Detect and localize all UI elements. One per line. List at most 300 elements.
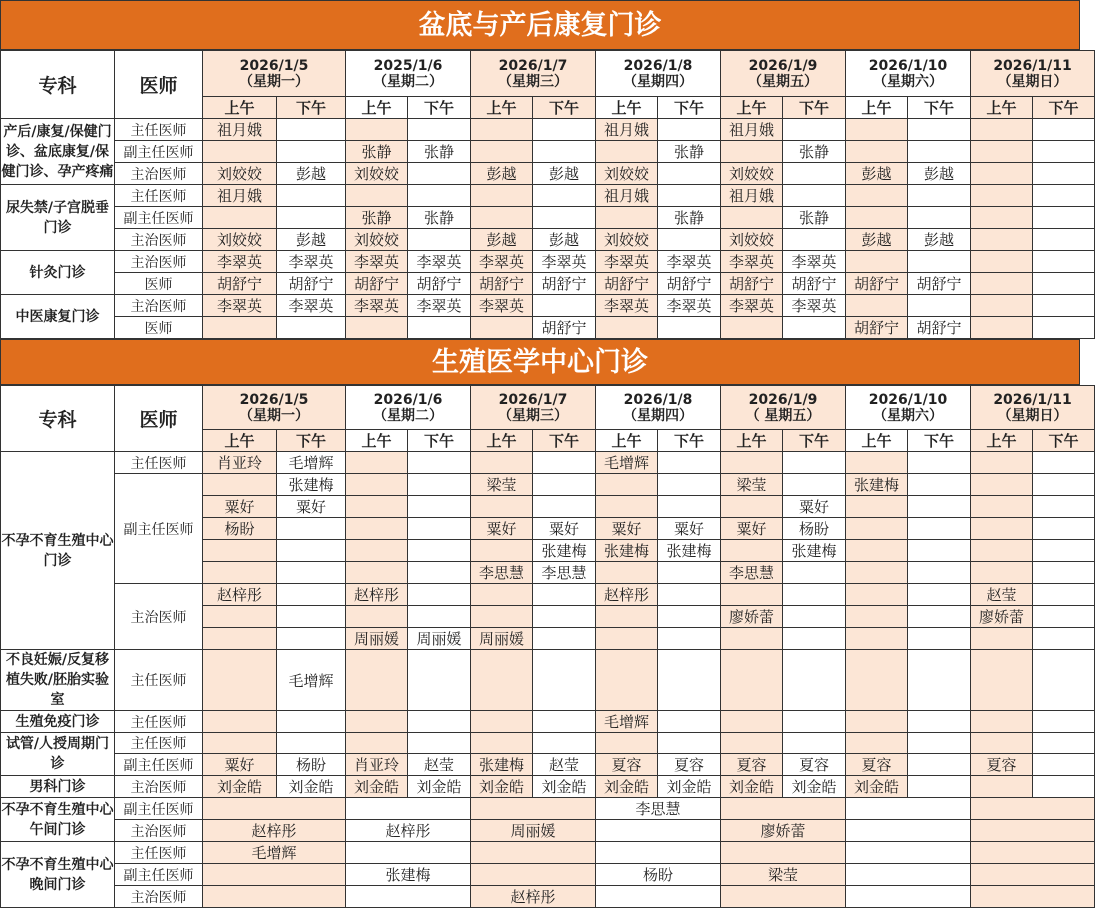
- table-row: [1, 584, 1095, 606]
- weekday-label: （星期日）: [997, 73, 1068, 90]
- morning-header: 上午: [471, 97, 533, 119]
- table-row: [1, 185, 1095, 207]
- afternoon-header: 下午: [908, 430, 971, 452]
- schedule-cell: 刘姣姣: [346, 163, 408, 185]
- schedule-cell: [658, 163, 721, 185]
- schedule-day-cell: [203, 864, 346, 886]
- doctor-title: 主治医师: [115, 251, 203, 273]
- schedule-cell: [846, 562, 908, 584]
- schedule-cell: 李翠英: [658, 295, 721, 317]
- schedule-cell: [346, 185, 408, 207]
- schedule-cell: [783, 562, 846, 584]
- schedule-cell: [783, 452, 846, 474]
- schedule-cell: [971, 452, 1033, 474]
- schedule-cell: [908, 185, 971, 207]
- schedule-cell: [277, 141, 346, 163]
- table-row: [1, 864, 1095, 886]
- date-header: [346, 386, 471, 430]
- schedule-cell: 彭越: [846, 229, 908, 251]
- schedule-cell: [203, 317, 277, 339]
- schedule-cell: [783, 185, 846, 207]
- schedule-cell: [1033, 518, 1095, 540]
- afternoon-header: 下午: [658, 430, 721, 452]
- table-row: [1, 295, 1095, 317]
- schedule-cell: [203, 540, 277, 562]
- schedule-cell: [721, 733, 783, 754]
- schedule-cell: 胡舒宁: [533, 317, 596, 339]
- schedule-cell: 彭越: [471, 229, 533, 251]
- date-label: 2026/1/7: [498, 391, 568, 408]
- schedule-cell: [846, 207, 908, 229]
- schedule-cell: 李翠英: [721, 295, 783, 317]
- schedule-cell: 刘姣姣: [721, 163, 783, 185]
- date-header: [203, 51, 346, 97]
- schedule-cell: 刘金皓: [533, 776, 596, 798]
- schedule-cell: [596, 317, 658, 339]
- date-label: 2026/1/5: [239, 391, 309, 408]
- schedule-cell: [203, 711, 277, 733]
- schedule-cell: [721, 496, 783, 518]
- morning-header: 上午: [721, 97, 783, 119]
- schedule-cell: [908, 540, 971, 562]
- date-header: [596, 51, 721, 97]
- schedule-cell: 胡舒宁: [277, 273, 346, 295]
- schedule-cell: 李翠英: [408, 295, 471, 317]
- morning-header: 上午: [203, 430, 277, 452]
- schedule-cell: 祖月娥: [596, 185, 658, 207]
- schedule-cell: 刘金皓: [846, 776, 908, 798]
- section-title-reproductive: 生殖医学中心门诊: [0, 339, 1080, 385]
- schedule-cell: 刘金皓: [408, 776, 471, 798]
- schedule-cell: [1033, 496, 1095, 518]
- header-specialty: 专科: [1, 51, 115, 119]
- specialty-name: 生殖免疫门诊: [1, 711, 115, 733]
- schedule-cell: [1033, 452, 1095, 474]
- schedule-cell: [908, 733, 971, 754]
- schedule-cell: 梁莹: [471, 474, 533, 496]
- schedule-cell: [346, 650, 408, 711]
- schedule-cell: [721, 584, 783, 606]
- schedule-cell: 杨盼: [783, 518, 846, 540]
- schedule-day-cell: 赵梓彤: [203, 820, 346, 842]
- schedule-cell: [721, 317, 783, 339]
- schedule-cell: 夏容: [658, 754, 721, 776]
- date-header: [971, 386, 1095, 430]
- table-row: [1, 733, 1095, 754]
- schedule-cell: [277, 606, 346, 628]
- schedule-cell: [1033, 229, 1095, 251]
- morning-header: 上午: [471, 430, 533, 452]
- schedule-cell: 胡舒宁: [721, 273, 783, 295]
- table-row: [1, 842, 1095, 864]
- schedule-cell: 胡舒宁: [408, 273, 471, 295]
- schedule-cell: [346, 496, 408, 518]
- section-title-pelvic-floor: 盆底与产后康复门诊: [0, 0, 1080, 50]
- doctor-title: 主治医师: [115, 163, 203, 185]
- schedule-cell: 李翠英: [596, 295, 658, 317]
- schedule-cell: [783, 650, 846, 711]
- date-label: 2026/1/8: [623, 57, 693, 74]
- schedule-cell: [971, 317, 1033, 339]
- schedule-cell: [658, 584, 721, 606]
- schedule-cell: 李翠英: [203, 251, 277, 273]
- specialty-name: 产后/康复/保健门诊、盆底康复/保健门诊、孕产疼痛: [1, 119, 115, 185]
- schedule-day-cell: [346, 842, 471, 864]
- header-doctor: 医师: [115, 51, 203, 119]
- table-row: [1, 317, 1095, 339]
- table-row: [1, 119, 1095, 141]
- schedule-cell: [1033, 733, 1095, 754]
- schedule-cell: 胡舒宁: [346, 273, 408, 295]
- schedule-cell: [471, 606, 533, 628]
- schedule-cell: [658, 185, 721, 207]
- date-label: 2026/1/10: [868, 57, 948, 74]
- schedule-cell: 祖月娥: [203, 119, 277, 141]
- schedule-cell: [408, 584, 471, 606]
- doctor-title: 主任医师: [115, 452, 203, 474]
- schedule-cell: 张静: [783, 141, 846, 163]
- schedule-cell: [721, 207, 783, 229]
- schedule-cell: 杨盼: [203, 518, 277, 540]
- morning-header: 上午: [346, 430, 408, 452]
- schedule-cell: 李翠英: [408, 251, 471, 273]
- schedule-day-cell: 廖娇蕾: [721, 820, 846, 842]
- schedule-cell: [783, 119, 846, 141]
- table-row: [1, 141, 1095, 163]
- schedule-cell: [203, 562, 277, 584]
- doctor-title: 主任医师: [115, 650, 203, 711]
- schedule-cell: 赵莹: [533, 754, 596, 776]
- schedule-cell: [846, 733, 908, 754]
- weekday-label: （星期四）: [623, 73, 693, 90]
- schedule-cell: 刘金皓: [203, 776, 277, 798]
- schedule-cell: 李翠英: [783, 251, 846, 273]
- schedule-cell: [596, 562, 658, 584]
- schedule-cell: [783, 317, 846, 339]
- schedule-cell: [471, 141, 533, 163]
- schedule-cell: 粟好: [277, 496, 346, 518]
- schedule-cell: [533, 207, 596, 229]
- schedule-cell: [721, 141, 783, 163]
- weekday-label: （星期一）: [239, 407, 309, 424]
- schedule-cell: 胡舒宁: [203, 273, 277, 295]
- date-label: 2026/1/5: [239, 57, 309, 74]
- schedule-cell: [971, 229, 1033, 251]
- schedule-cell: [408, 496, 471, 518]
- schedule-cell: [658, 229, 721, 251]
- table-row: [1, 207, 1095, 229]
- schedule-day-cell: [846, 798, 971, 820]
- morning-header: 上午: [846, 430, 908, 452]
- pelvic-floor-schedule-table: [0, 50, 1095, 339]
- doctor-title: 副主任医师: [115, 754, 203, 776]
- schedule-cell: [658, 628, 721, 650]
- schedule-cell: [471, 650, 533, 711]
- schedule-cell: [346, 606, 408, 628]
- schedule-cell: [846, 518, 908, 540]
- schedule-cell: 李翠英: [596, 251, 658, 273]
- schedule-cell: [533, 650, 596, 711]
- schedule-cell: [908, 650, 971, 711]
- schedule-day-cell: [203, 798, 346, 820]
- schedule-cell: 张静: [408, 207, 471, 229]
- afternoon-header: 下午: [1033, 97, 1095, 119]
- schedule-cell: 张建梅: [471, 754, 533, 776]
- schedule-day-cell: [596, 886, 721, 908]
- schedule-cell: 杨盼: [277, 754, 346, 776]
- schedule-cell: 祖月娥: [721, 185, 783, 207]
- schedule-day-cell: 杨盼: [596, 864, 721, 886]
- schedule-cell: 李翠英: [658, 251, 721, 273]
- table-row: [1, 273, 1095, 295]
- schedule-cell: [533, 474, 596, 496]
- schedule-cell: [908, 776, 971, 798]
- schedule-cell: 彭越: [533, 163, 596, 185]
- schedule-cell: [596, 733, 658, 754]
- schedule-cell: [346, 733, 408, 754]
- date-label: 2026/1/8: [623, 391, 693, 408]
- schedule-cell: [408, 711, 471, 733]
- schedule-cell: [346, 474, 408, 496]
- schedule-cell: 赵梓彤: [346, 584, 408, 606]
- morning-header: 上午: [596, 97, 658, 119]
- schedule-cell: [408, 474, 471, 496]
- schedule-cell: 毛增辉: [277, 650, 346, 711]
- schedule-cell: [908, 474, 971, 496]
- schedule-cell: 周丽媛: [408, 628, 471, 650]
- schedule-cell: [471, 496, 533, 518]
- schedule-cell: 刘金皓: [471, 776, 533, 798]
- schedule-cell: [971, 295, 1033, 317]
- schedule-cell: 张静: [346, 207, 408, 229]
- schedule-cell: 李翠英: [721, 251, 783, 273]
- schedule-cell: 粟好: [471, 518, 533, 540]
- schedule-day-cell: 毛增辉: [203, 842, 346, 864]
- schedule-cell: [908, 518, 971, 540]
- schedule-cell: [658, 119, 721, 141]
- table-row: [1, 754, 1095, 776]
- schedule-cell: [277, 733, 346, 754]
- doctor-title: 医师: [115, 317, 203, 339]
- schedule-cell: 廖娇蕾: [721, 606, 783, 628]
- weekday-label: （星期四）: [623, 407, 693, 424]
- schedule-cell: [471, 711, 533, 733]
- schedule-cell: [846, 540, 908, 562]
- morning-header: 上午: [846, 97, 908, 119]
- schedule-cell: [1033, 474, 1095, 496]
- afternoon-header: 下午: [533, 430, 596, 452]
- table-row: [1, 820, 1095, 842]
- schedule-cell: 胡舒宁: [846, 317, 908, 339]
- schedule-cell: [408, 650, 471, 711]
- schedule-cell: [1033, 119, 1095, 141]
- schedule-day-cell: [346, 886, 471, 908]
- specialty-name: 尿失禁/子宫脱垂门诊: [1, 185, 115, 251]
- schedule-cell: [846, 251, 908, 273]
- schedule-cell: 刘金皓: [346, 776, 408, 798]
- schedule-day-cell: [721, 842, 846, 864]
- morning-header: 上午: [596, 430, 658, 452]
- specialty-name: 针灸门诊: [1, 251, 115, 295]
- schedule-cell: [1033, 650, 1095, 711]
- schedule-cell: [846, 606, 908, 628]
- schedule-cell: 胡舒宁: [846, 273, 908, 295]
- specialty-name: 不良妊娠/反复移植失败/胚胎实验室: [1, 650, 115, 711]
- table-row: [1, 474, 1095, 496]
- schedule-cell: [346, 452, 408, 474]
- schedule-cell: 胡舒宁: [658, 273, 721, 295]
- schedule-cell: [533, 185, 596, 207]
- schedule-cell: [846, 119, 908, 141]
- schedule-cell: [346, 562, 408, 584]
- schedule-cell: [721, 711, 783, 733]
- date-label: 2026/1/10: [868, 391, 948, 408]
- schedule-cell: 夏容: [971, 754, 1033, 776]
- schedule-cell: [971, 163, 1033, 185]
- schedule-day-cell: [721, 886, 846, 908]
- schedule-day-cell: [203, 886, 346, 908]
- schedule-cell: 毛增辉: [596, 452, 658, 474]
- schedule-cell: [533, 711, 596, 733]
- schedule-cell: [908, 711, 971, 733]
- schedule-cell: [971, 733, 1033, 754]
- schedule-day-cell: 李思慧: [596, 798, 721, 820]
- schedule-cell: 李思慧: [533, 562, 596, 584]
- schedule-cell: 李翠英: [346, 295, 408, 317]
- schedule-cell: 梁莹: [721, 474, 783, 496]
- doctor-title: 医师: [115, 273, 203, 295]
- doctor-title: 主任医师: [115, 119, 203, 141]
- schedule-cell: [203, 733, 277, 754]
- schedule-cell: [408, 317, 471, 339]
- schedule-cell: [908, 496, 971, 518]
- schedule-cell: [277, 628, 346, 650]
- schedule-cell: [971, 141, 1033, 163]
- schedule-cell: [846, 584, 908, 606]
- schedule-cell: 李翠英: [471, 251, 533, 273]
- schedule-cell: [596, 496, 658, 518]
- schedule-cell: [471, 452, 533, 474]
- schedule-cell: [277, 207, 346, 229]
- date-header: [721, 51, 846, 97]
- schedule-cell: [408, 163, 471, 185]
- schedule-cell: [471, 185, 533, 207]
- date-label: 2026/1/6: [373, 391, 443, 408]
- schedule-cell: [971, 562, 1033, 584]
- weekday-label: （星期六）: [873, 73, 943, 90]
- schedule-cell: [1033, 251, 1095, 273]
- schedule-cell: 胡舒宁: [908, 317, 971, 339]
- schedule-day-cell: [471, 864, 596, 886]
- schedule-cell: [721, 628, 783, 650]
- schedule-cell: [533, 119, 596, 141]
- afternoon-header: 下午: [658, 97, 721, 119]
- schedule-cell: 张静: [658, 207, 721, 229]
- date-label: 2026/1/9: [748, 57, 818, 74]
- morning-header: 上午: [203, 97, 277, 119]
- weekday-label: （星期三）: [498, 407, 568, 424]
- weekday-label: （ 星期五）: [745, 407, 821, 424]
- schedule-cell: [658, 733, 721, 754]
- schedule-cell: [346, 711, 408, 733]
- afternoon-header: 下午: [783, 97, 846, 119]
- schedule-cell: 粟好: [203, 496, 277, 518]
- schedule-cell: [596, 650, 658, 711]
- schedule-cell: [471, 317, 533, 339]
- afternoon-header: 下午: [533, 97, 596, 119]
- table-row: [1, 886, 1095, 908]
- weekday-label: （星期五）: [748, 73, 818, 90]
- schedule-cell: [971, 650, 1033, 711]
- schedule-cell: [783, 711, 846, 733]
- schedule-cell: 刘金皓: [658, 776, 721, 798]
- schedule-cell: [658, 452, 721, 474]
- schedule-day-cell: 赵梓彤: [471, 886, 596, 908]
- schedule-cell: [533, 295, 596, 317]
- schedule-cell: [408, 185, 471, 207]
- schedule-day-cell: [971, 820, 1095, 842]
- schedule-cell: 彭越: [908, 163, 971, 185]
- schedule-cell: [346, 317, 408, 339]
- schedule-cell: 夏容: [783, 754, 846, 776]
- schedule-cell: [846, 628, 908, 650]
- schedule-cell: 刘金皓: [783, 776, 846, 798]
- schedule-cell: [408, 518, 471, 540]
- doctor-title: 副主任医师: [115, 207, 203, 229]
- schedule-cell: [908, 584, 971, 606]
- schedule-cell: [846, 295, 908, 317]
- morning-header: 上午: [721, 430, 783, 452]
- schedule-cell: [658, 474, 721, 496]
- schedule-cell: [1033, 776, 1095, 798]
- schedule-cell: [783, 474, 846, 496]
- date-header: [203, 386, 346, 430]
- afternoon-header: 下午: [1033, 430, 1095, 452]
- schedule-cell: 张静: [346, 141, 408, 163]
- specialty-name: 男科门诊: [1, 776, 115, 798]
- specialty-name: 不孕不育生殖中心晚间门诊: [1, 842, 115, 908]
- schedule-cell: [408, 733, 471, 754]
- header-specialty: 专科: [1, 386, 115, 452]
- schedule-cell: [203, 207, 277, 229]
- doctor-title: 主治医师: [115, 776, 203, 798]
- schedule-cell: [1033, 185, 1095, 207]
- schedule-cell: 肖亚玲: [346, 754, 408, 776]
- weekday-label: （星期三）: [498, 73, 568, 90]
- schedule-cell: 肖亚玲: [203, 452, 277, 474]
- schedule-cell: 刘姣姣: [346, 229, 408, 251]
- schedule-cell: [408, 606, 471, 628]
- schedule-cell: 刘姣姣: [203, 229, 277, 251]
- schedule-cell: [908, 295, 971, 317]
- table-row: [1, 163, 1095, 185]
- doctor-title: 副主任医师: [115, 474, 203, 584]
- schedule-cell: 赵梓彤: [203, 584, 277, 606]
- schedule-cell: [971, 518, 1033, 540]
- table-row: [1, 229, 1095, 251]
- schedule-cell: 胡舒宁: [596, 273, 658, 295]
- specialty-name: 不孕不育生殖中心门诊: [1, 452, 115, 650]
- schedule-cell: [533, 584, 596, 606]
- schedule-cell: 李翠英: [471, 295, 533, 317]
- schedule-cell: [1033, 562, 1095, 584]
- doctor-title: 副主任医师: [115, 798, 203, 820]
- schedule-cell: [846, 650, 908, 711]
- schedule-cell: [277, 562, 346, 584]
- schedule-cell: [277, 584, 346, 606]
- schedule-cell: 胡舒宁: [783, 273, 846, 295]
- header-doctor: 医师: [115, 386, 203, 452]
